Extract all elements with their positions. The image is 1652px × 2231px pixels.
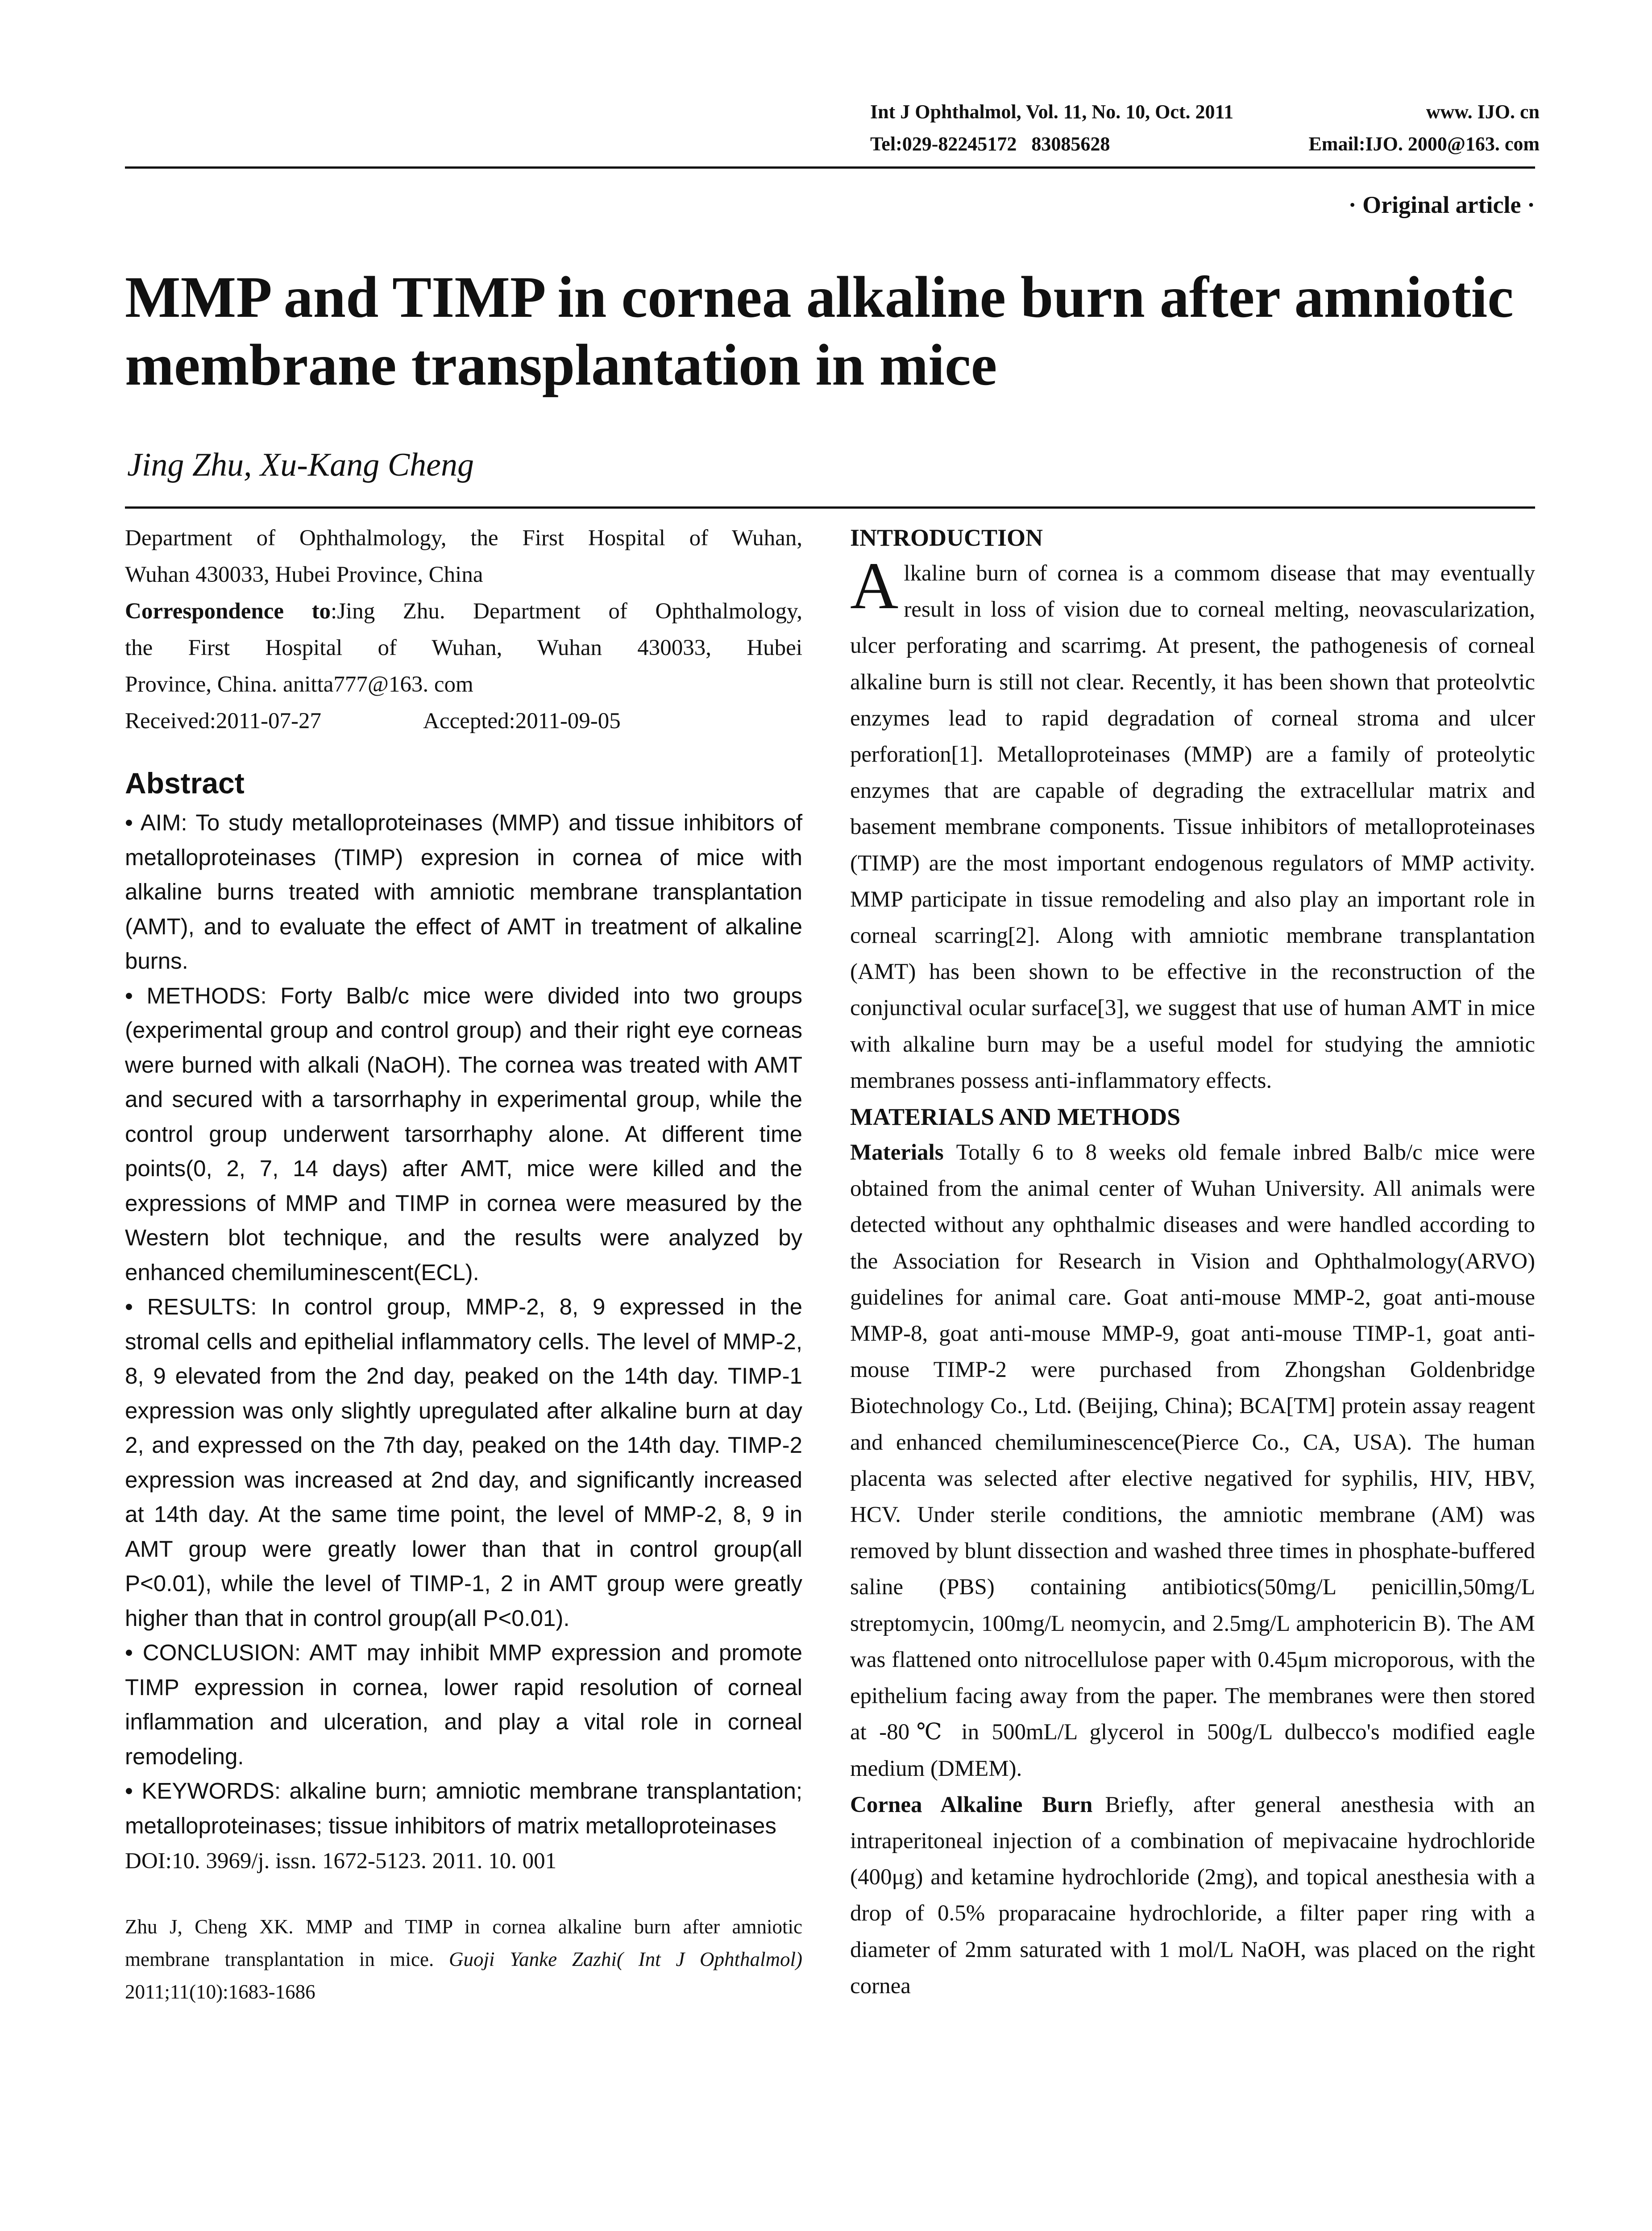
header-rule xyxy=(125,166,1535,169)
correspondence-line: the First Hospital of Wuhan, Wuhan 430033, Hubei xyxy=(125,635,802,660)
citation-volume: 2011;11(10):1683-1686 xyxy=(125,1981,315,2003)
citation-text: Zhu J, Cheng XK. MMP and TIMP in cornea alkaline burn after amniotic membrane transplantation in mice. xyxy=(125,1916,802,1970)
materials-label: Materials xyxy=(850,1140,944,1165)
journal-header xyxy=(870,96,1540,160)
doi: DOI:10. 3969/j. issn. 1672-5123. 2011. 10. 001 xyxy=(125,1849,557,1874)
methods-body xyxy=(850,1135,1535,2004)
correspondence-label: Correspondence to xyxy=(125,599,331,624)
abstract-heading: Abstract xyxy=(125,767,245,800)
right-column xyxy=(850,520,1535,2004)
drop-cap: A xyxy=(850,549,899,623)
received-date: Received:2011-07-27 xyxy=(125,709,321,734)
article-type-label: · Original article · xyxy=(1348,191,1535,218)
introduction-body xyxy=(850,549,1535,1099)
introduction-heading: INTRODUCTION xyxy=(850,524,1043,551)
journal-tel: Tel:029-82245172 83085628 xyxy=(870,133,1110,155)
correspondence-line: Correspondence to:Jing Zhu. Department of Ophthalmology, xyxy=(125,599,802,624)
journal-website: www. IJO. cn xyxy=(1426,101,1540,123)
correspondence-line: Province, China. anitta777@163. com xyxy=(125,672,473,697)
left-column xyxy=(125,520,802,2008)
citation-block xyxy=(125,1911,802,2008)
dates-row xyxy=(125,703,802,739)
affiliation-block xyxy=(125,520,802,739)
affiliation-line: Department of Ophthalmology, the First Hospital of Wuhan, xyxy=(125,526,802,551)
journal-citation-line: Int J Ophthalmol, Vol. 11, No. 10, Oct. 2011 xyxy=(870,101,1234,123)
affiliation-line: Wuhan 430033, Hubei Province, China xyxy=(125,562,483,587)
author-list: Jing Zhu, Xu-Kang Cheng xyxy=(127,447,474,483)
burn-paragraph: Cornea Alkaline Burn Briefly, after general anesthesia with an intraperitoneal injection of a combination of mepivacaine hydrochloride (400μg) and ketamine hydrochloride (2mg), and topical anesthesia with a drop of 0.5% proparacaine hydrochloride, a filter paper ring with a diameter of 2mm saturated with 1 mol/L NaOH, was placed on the right cornea xyxy=(850,1792,1535,1999)
abstract-aim: • AIM: To study metalloproteinases (MMP) and tissue inhibitors of metalloproteinases (TIMP) expresion in cornea of mice with alkaline burns treated with amniotic membrane transplantation (AMT), and to evaluate the effect of AMT in treatment of alkaline burns. xyxy=(125,810,803,974)
article-title: MMP and TIMP in cornea alkaline burn after amniotic membrane transplantation in mice xyxy=(125,264,1514,398)
abstract-keywords: • KEYWORDS: alkaline burn; amniotic membrane transplantation; metalloproteinases; tissue inhibitors of matrix metalloproteinases xyxy=(125,1778,802,1838)
journal-email: Email:IJO. 2000@163. com xyxy=(1308,133,1540,155)
introduction-paragraph: Alkaline burn of cornea is a commom disease that may eventually result in loss of vision due to corneal melting, neovascularization, ulcer perforating and scarrimg. At present, the pathogenesis of corneal alkaline burn is still not clear. Recently, it has been shown that proteolvtic enzymes lead to rapid degradation of corneal stroma and ulcer perforation[1]. Metalloproteinases (MMP) are a family of proteolytic enzymes that are capable of degrading the extracellular matrix and basement membrane components. Tissue inhibitors of metalloproteinases (TIMP) are the most important endogenous regulators of MMP activity. MMP participate in tissue remodeling and also play an important role in corneal scarring[2]. Along with amniotic membrane transplantation (AMT) has been shown to be effective in the reconstruction of the conjunctival ocular surface[3], we suggest that use of human AMT in mice with alkaline burn may be a useful model for studying the amniotic membranes possess anti-inflammatory effects. xyxy=(850,549,1535,1093)
burn-label: Cornea Alkaline Burn xyxy=(850,1792,1093,1817)
abstract-conclusion: • CONCLUSION: AMT may inhibit MMP expression and promote TIMP expression in cornea, lower rapid resolution of corneal inflammation and ulceration, and play a vital role in corneal remodeling. xyxy=(125,1640,802,1769)
abstract-methods: • METHODS: Forty Balb/c mice were divided into two groups (experimental group and control group) and their right eye corneas were burned with alkali (NaOH). The cornea was treated with AMT and secured with a tarsorrhaphy in experimental group, while the control group underwent tarsorrhaphy alone. At different time points(0, 2, 7, 14 days) after AMT, mice were killed and the expressions of MMP and TIMP in cornea were measured by the Western blot technique, and the results were analyzed by enhanced chemiluminescent(ECL). xyxy=(125,983,802,1285)
materials-paragraph: Materials Totally 6 to 8 weeks old female inbred Balb/c mice were obtained from the animal center of Wuhan University. All animals were detected without any ophthalmic diseases and were handled according to the Association for Research in Vision and Ophthalmology(ARVO) guidelines for animal care. Goat anti-mouse MMP-2, goat anti-mouse MMP-8, goat anti-mouse MMP-9, goat anti-mouse TIMP-1, goat anti-mouse TIMP-2 were purchased from Zhongshan Goldenbridge Biotechnology Co., Ltd. (Beijing, China); BCA[TM] protein assay reagent and enhanced chemiluminescence(Pierce Co., CA, USA). The human placenta was selected after elective negatived for syphilis, HIV, HBV, HCV. Under sterile conditions, the amniotic membrane (AM) was removed by blunt dissection and washed three times in phosphate-buffered saline (PBS) containing antibiotics(50mg/L penicillin,50mg/L streptomycin, 100mg/L neomycin, and 2.5mg/L amphotericin B). The AM was flattened onto nitrocellulose paper with 0.45μm microporous, with the epithelium facing away from the paper. The membranes were then stored at -80℃ in 500mL/L glycerol in 500g/L dulbecco's modified eagle medium (DMEM). xyxy=(850,1140,1535,1781)
abstract-body xyxy=(125,805,802,1843)
accepted-date: Accepted:2011-09-05 xyxy=(423,709,621,734)
abstract-results: • RESULTS: In control group, MMP-2, 8, 9 expressed in the stromal cells and epithelial inflammatory cells. The level of MMP-2, 8, 9 elevated from the 2nd day, peaked on the 14th day. TIMP-1 expression was only slightly upregulated after alkaline burn at day 2, and expressed on the 7th day, peaked on the 14th day. TIMP-2 expression was increased at 2nd day, and significantly increased at 14th day. At the same time point, the level of MMP-2, 8, 9 in AMT group were greatly lower than that in control group(all P<0.01), while the level of TIMP-1, 2 in AMT group were greatly higher than that in control group(all P<0.01). xyxy=(125,1294,802,1631)
citation-journal: Guoji Yanke Zazhi( Int J Ophthalmol) xyxy=(449,1948,803,1970)
methods-heading: MATERIALS AND METHODS xyxy=(850,1103,1181,1131)
title-rule xyxy=(125,506,1535,509)
